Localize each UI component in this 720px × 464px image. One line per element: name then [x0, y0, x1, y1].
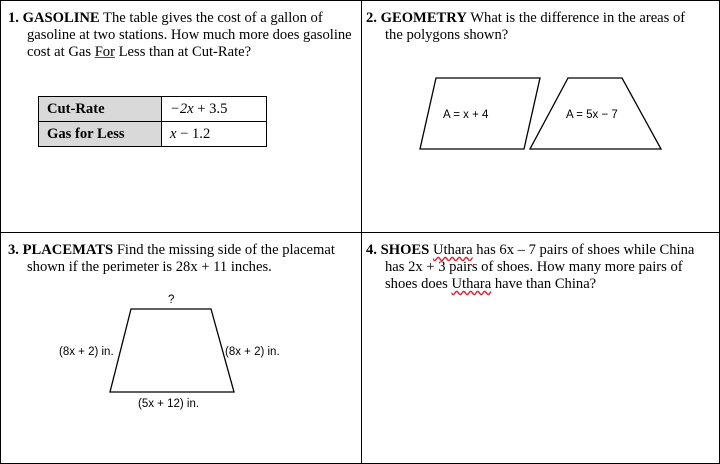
- border-top: [0, 0, 720, 1]
- border-left: [0, 0, 1, 464]
- right-side-label: (8x + 2) in.: [225, 346, 280, 358]
- problem-2-number: 2.: [366, 10, 377, 26]
- problem-1-line-3: [8, 44, 358, 61]
- problem-2-line-1: [366, 10, 716, 27]
- problem-4-title: SHOES: [380, 242, 430, 258]
- problem-1-for-word: For: [94, 44, 115, 60]
- problem-1-title: GASOLINE: [22, 10, 100, 26]
- problem-4-text-1: has 6x – 7 pairs of shoes while China: [472, 242, 695, 258]
- problem-1-text-3b: Less than at Cut-Rate?: [114, 44, 252, 60]
- problem-2-title: GEOMETRY: [380, 10, 467, 26]
- problem-3-line-1: [8, 242, 358, 259]
- table-row: [39, 122, 267, 147]
- problem-1-text-1: The table gives the cost of a gallon of: [103, 10, 323, 26]
- problem-1-text-2: gasoline at two stations. How much more does gasoline: [27, 27, 352, 43]
- problem-4: [366, 242, 716, 293]
- problem-1-number: 1.: [8, 10, 19, 26]
- table-label-cell: Cut-Rate: [39, 97, 162, 122]
- problem-1: [8, 10, 358, 61]
- problem-3-text-1: Find the missing side of the placemat: [116, 242, 335, 258]
- problem-4-line-1: [366, 242, 716, 259]
- trapezoid-area-label: A = 5x − 7: [566, 109, 618, 121]
- problem-3-text-2: shown if the perimeter is 28x + 11 inches.: [27, 259, 272, 275]
- border-middle: [0, 232, 720, 233]
- table-label-cell: Gas for Less: [39, 122, 162, 147]
- parallelogram-area-label: A = x + 4: [443, 109, 489, 121]
- table-value-cell: −2x + 3.5: [162, 97, 267, 122]
- problem-4-number: 4.: [366, 242, 377, 258]
- table-row: [39, 97, 267, 122]
- problem-3-figure: [50, 288, 310, 418]
- problem-3-title: PLACEMATS: [22, 242, 114, 258]
- problem-1-text-3a: cost at Gas: [27, 44, 95, 60]
- problem-4-text-3a: shoes does: [385, 276, 452, 292]
- problem-2: [366, 10, 716, 44]
- top-side-label: ?: [168, 294, 175, 306]
- problem-1-line-1: [8, 10, 358, 27]
- gas-price-table: [38, 96, 267, 147]
- uthara-name-2: Uthara: [451, 276, 492, 292]
- left-side-label: (8x + 2) in.: [59, 346, 114, 358]
- problem-2-text-1: What is the difference in the areas of: [470, 10, 686, 26]
- border-center: [361, 0, 362, 464]
- placemat-trapezoid: [110, 309, 234, 392]
- problem-4-text-2: has 2x + 3 pairs of shoes. How many more pairs of: [385, 259, 683, 275]
- problem-3: [8, 242, 358, 276]
- bottom-side-label: (5x + 12) in.: [138, 398, 200, 410]
- problem-3-number: 3.: [8, 242, 19, 258]
- problem-2-figure: [400, 70, 700, 160]
- table-value-cell: x − 1.2: [162, 122, 267, 147]
- problem-2-text-2: the polygons shown?: [385, 27, 509, 43]
- uthara-name: Uthara: [432, 242, 473, 258]
- problem-4-text-3b: have than China?: [491, 276, 597, 292]
- problem-4-line-3: [366, 276, 716, 293]
